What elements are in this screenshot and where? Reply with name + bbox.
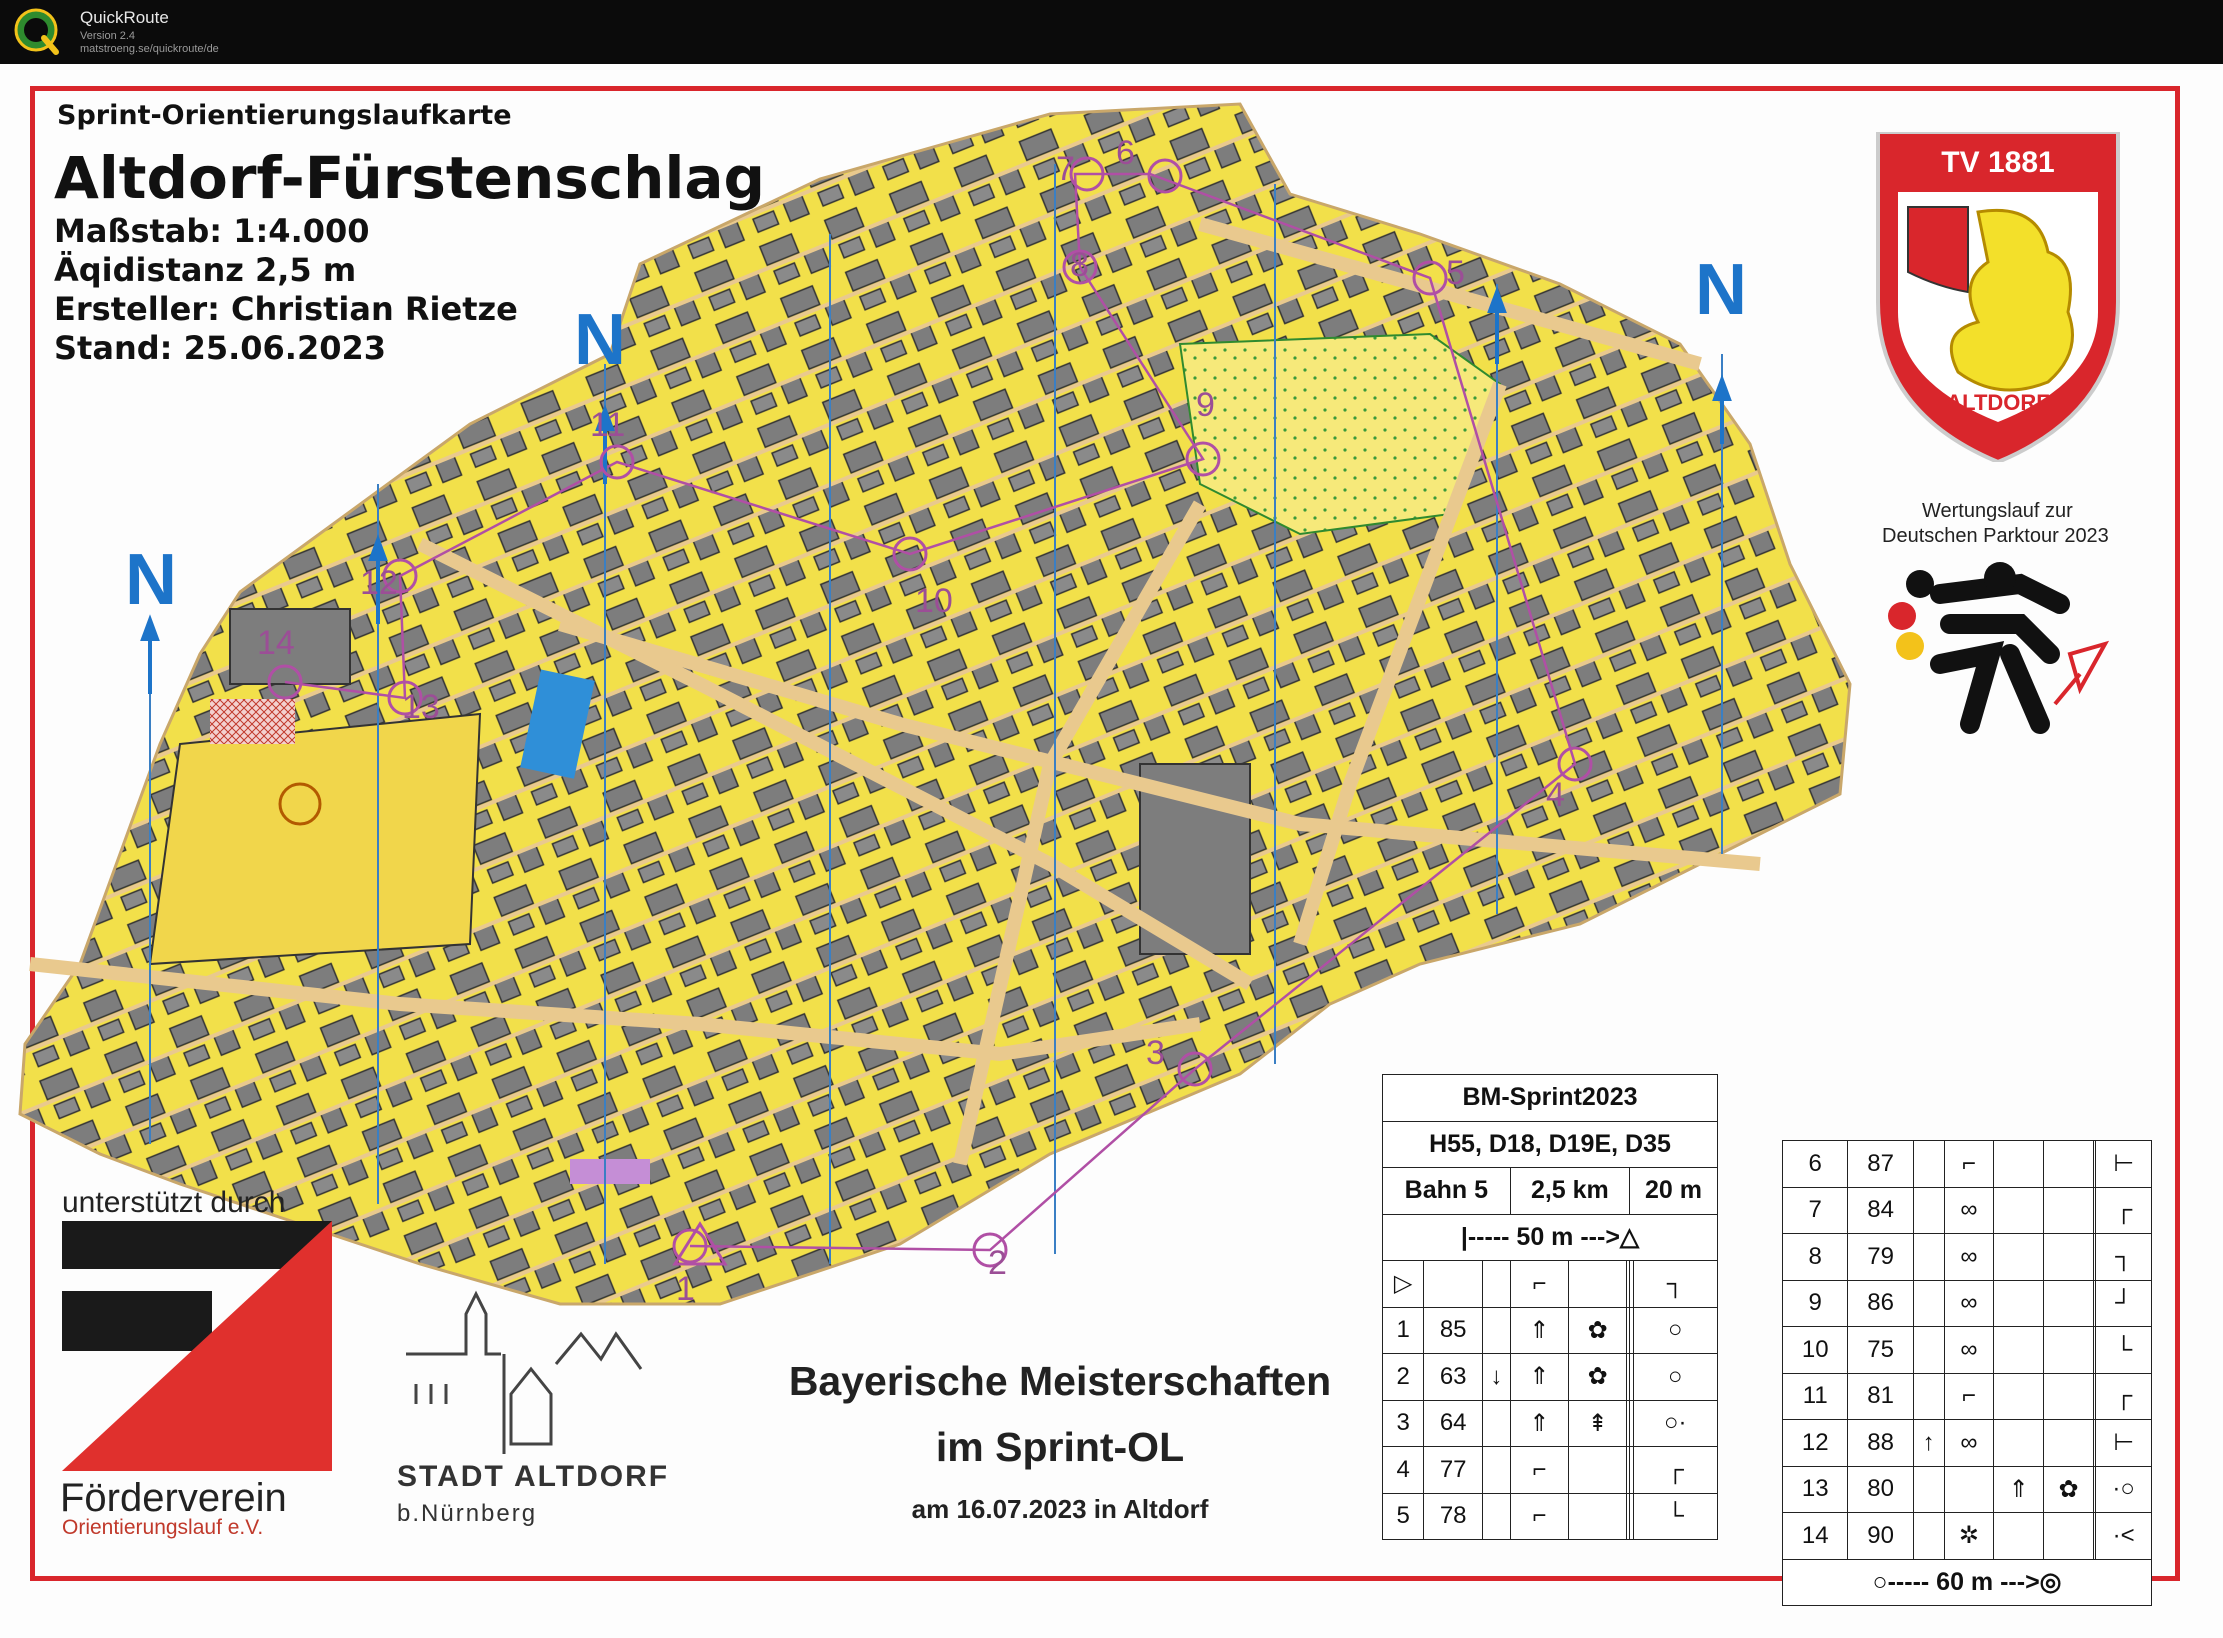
cd-event-name: BM-Sprint2023 bbox=[1383, 1075, 1718, 1122]
svg-text:2: 2 bbox=[988, 1244, 1007, 1282]
svg-text:13: 13 bbox=[402, 688, 440, 726]
cd-row: 12 88 ↑ ∞ ⊢ bbox=[1783, 1420, 2152, 1467]
bush-icon: ✿ bbox=[2044, 1466, 2094, 1513]
north-label: N bbox=[574, 300, 626, 380]
club-town: ALTDORF bbox=[1946, 390, 2050, 415]
parktour-runner-logo bbox=[1880, 554, 2110, 734]
arrow-down-icon: ↓ bbox=[1483, 1354, 1511, 1401]
north-label: N bbox=[125, 540, 177, 620]
app-url: matstroeng.se/quickroute/de bbox=[80, 43, 219, 55]
cd-row: 2 63 ↓ ⇑ ✿ ○ bbox=[1383, 1354, 1718, 1401]
map-sheet bbox=[0, 64, 2223, 1638]
cd-row: 4 77 ⌐ ┌ bbox=[1383, 1447, 1718, 1494]
event-title-line1: Bayerische Meisterschaften bbox=[788, 1358, 1332, 1404]
corner-icon: ┌ bbox=[1633, 1447, 1717, 1494]
cd-row: 10 75 ∞ └ bbox=[1783, 1327, 2152, 1374]
cd-course: Bahn 5 bbox=[1383, 1168, 1511, 1215]
stadt-altdorf-logo bbox=[396, 1274, 686, 1454]
cd-row: 1 85 ⇑ ✿ ○ bbox=[1383, 1307, 1718, 1354]
tree-icon: ⇑ bbox=[1510, 1307, 1568, 1354]
fence-icon: ∞ bbox=[1944, 1280, 1994, 1327]
cd-row: 7 84 ∞ ┌ bbox=[1783, 1187, 2152, 1234]
sports-field bbox=[150, 714, 480, 964]
side-icon: ⊢ bbox=[2096, 1420, 2152, 1467]
cd-length: 2,5 km bbox=[1510, 1168, 1629, 1215]
bush-icon: ✿ bbox=[1568, 1354, 1626, 1401]
tree-icon: ⇑ bbox=[1994, 1466, 2044, 1513]
fence-icon: ∞ bbox=[1944, 1234, 1994, 1281]
corner-icon: ┌ bbox=[2096, 1373, 2152, 1420]
svg-text:5: 5 bbox=[1446, 254, 1465, 292]
side-icon: ·< bbox=[2096, 1513, 2152, 1560]
cd-start-leg: |----- 50 m --->△ bbox=[1383, 1214, 1718, 1261]
cd-row: 6 87 ⌐ ⊢ bbox=[1783, 1141, 2152, 1188]
svg-text:10: 10 bbox=[915, 582, 953, 620]
parktour-line2: Deutschen Parktour 2023 bbox=[1882, 525, 2109, 547]
map-contour: Äqidistanz 2,5 m bbox=[54, 251, 357, 289]
corner-icon: ┌ bbox=[2096, 1187, 2152, 1234]
control-description-left bbox=[1382, 1074, 1718, 1540]
stadt-name: STADT ALTDORF bbox=[397, 1460, 670, 1493]
steps-icon: ⌐ bbox=[1510, 1447, 1568, 1494]
app-title-bar bbox=[0, 0, 2223, 64]
fence-icon: ∞ bbox=[1944, 1187, 1994, 1234]
cd-climb: 20 m bbox=[1630, 1168, 1718, 1215]
svg-text:12: 12 bbox=[360, 564, 398, 602]
conifer-icon: ⇞ bbox=[1568, 1400, 1626, 1447]
svg-text:9: 9 bbox=[1196, 386, 1215, 424]
svg-text:4: 4 bbox=[1546, 776, 1565, 814]
side-icon: ⊢ bbox=[2096, 1141, 2152, 1188]
svg-text:1: 1 bbox=[676, 1270, 695, 1308]
tv1881-crest-logo bbox=[1868, 132, 2128, 462]
cd-row: 13 80 ⇑ ✿ ·○ bbox=[1783, 1466, 2152, 1513]
svg-text:6: 6 bbox=[1116, 134, 1135, 172]
wall-icon: ∞ bbox=[1944, 1420, 1994, 1467]
svg-text:3: 3 bbox=[1146, 1034, 1165, 1072]
quickroute-logo-icon bbox=[10, 4, 66, 60]
steps-icon: ⌐ bbox=[1510, 1261, 1568, 1308]
cd-row: 3 64 ⇑ ⇞ ○· bbox=[1383, 1400, 1718, 1447]
forbidden-area bbox=[210, 699, 295, 744]
event-date: am 16.07.2023 in Altdorf bbox=[911, 1494, 1209, 1524]
map-scale: Maßstab: 1:4.000 bbox=[54, 212, 370, 250]
cd-row: 9 86 ∞ ┘ bbox=[1783, 1280, 2152, 1327]
cd-classes: H55, D18, D19E, D35 bbox=[1383, 1121, 1718, 1168]
cd-row: 11 81 ⌐ ┌ bbox=[1783, 1373, 2152, 1420]
corner-icon: ┐ bbox=[2096, 1234, 2152, 1281]
forbidden-area-south bbox=[570, 1159, 650, 1184]
bush-icon: ✿ bbox=[1568, 1307, 1626, 1354]
cd-row: 5 78 ⌐ └ bbox=[1383, 1493, 1718, 1540]
map-date: Stand: 25.06.2023 bbox=[54, 329, 386, 367]
start-triangle-icon: ▷ bbox=[1383, 1261, 1424, 1308]
corner-icon: └ bbox=[2096, 1327, 2152, 1374]
cd-finish-leg: ○----- 60 m --->◎ bbox=[1783, 1559, 2152, 1606]
side-icon: ·○ bbox=[2096, 1466, 2152, 1513]
foerderverein-logo bbox=[62, 1221, 332, 1471]
foerder-name: Förderverein bbox=[60, 1476, 287, 1520]
side-icon: ○ bbox=[1633, 1354, 1717, 1401]
steps-icon: ⌐ bbox=[1944, 1141, 1994, 1188]
corner-icon: ┘ bbox=[2096, 1280, 2152, 1327]
map-title: Altdorf-Fürstenschlag bbox=[54, 144, 765, 212]
svg-text:11: 11 bbox=[590, 406, 626, 444]
cd-row: 8 79 ∞ ┐ bbox=[1783, 1234, 2152, 1281]
event-title-line2: im Sprint-OL bbox=[935, 1424, 1185, 1470]
foerder-sub: Orientierungslauf e.V. bbox=[62, 1516, 264, 1539]
stairs-icon: ⌐ bbox=[1510, 1493, 1568, 1540]
svg-text:7: 7 bbox=[1056, 150, 1075, 188]
wall-icon: ∞ bbox=[1944, 1327, 1994, 1374]
thicket-icon: ✲ bbox=[1944, 1513, 1994, 1560]
stadt-sub: b.Nürnberg bbox=[397, 1500, 538, 1527]
foerder-supported-by: unterstützt durch bbox=[62, 1186, 286, 1219]
steps-icon: ⌐ bbox=[1944, 1373, 1994, 1420]
parktour-line1: Wertungslauf zur bbox=[1922, 500, 2073, 522]
corner-icon: └ bbox=[1633, 1493, 1717, 1540]
corner-icon: ┐ bbox=[1633, 1261, 1717, 1308]
cd-row: 14 90 ✲ ·< bbox=[1783, 1513, 2152, 1560]
map-subtitle: Sprint-Orientierungslaufkarte bbox=[57, 100, 512, 131]
app-version: Version 2.4 bbox=[80, 30, 136, 42]
tree-icon: ⇑ bbox=[1510, 1354, 1568, 1401]
club-name: TV 1881 bbox=[1941, 146, 2055, 179]
side-icon: ○· bbox=[1633, 1400, 1717, 1447]
tree-icon: ⇑ bbox=[1510, 1400, 1568, 1447]
side-icon: ○ bbox=[1633, 1307, 1717, 1354]
north-label: N bbox=[1695, 250, 1747, 330]
control-description-right bbox=[1782, 1140, 2152, 1606]
svg-text:14: 14 bbox=[257, 624, 295, 662]
map-author: Ersteller: Christian Rietze bbox=[54, 290, 518, 328]
app-name: QuickRoute bbox=[80, 8, 169, 27]
arrow-up-icon: ↑ bbox=[1913, 1420, 1944, 1467]
svg-text:8: 8 bbox=[1070, 246, 1089, 284]
